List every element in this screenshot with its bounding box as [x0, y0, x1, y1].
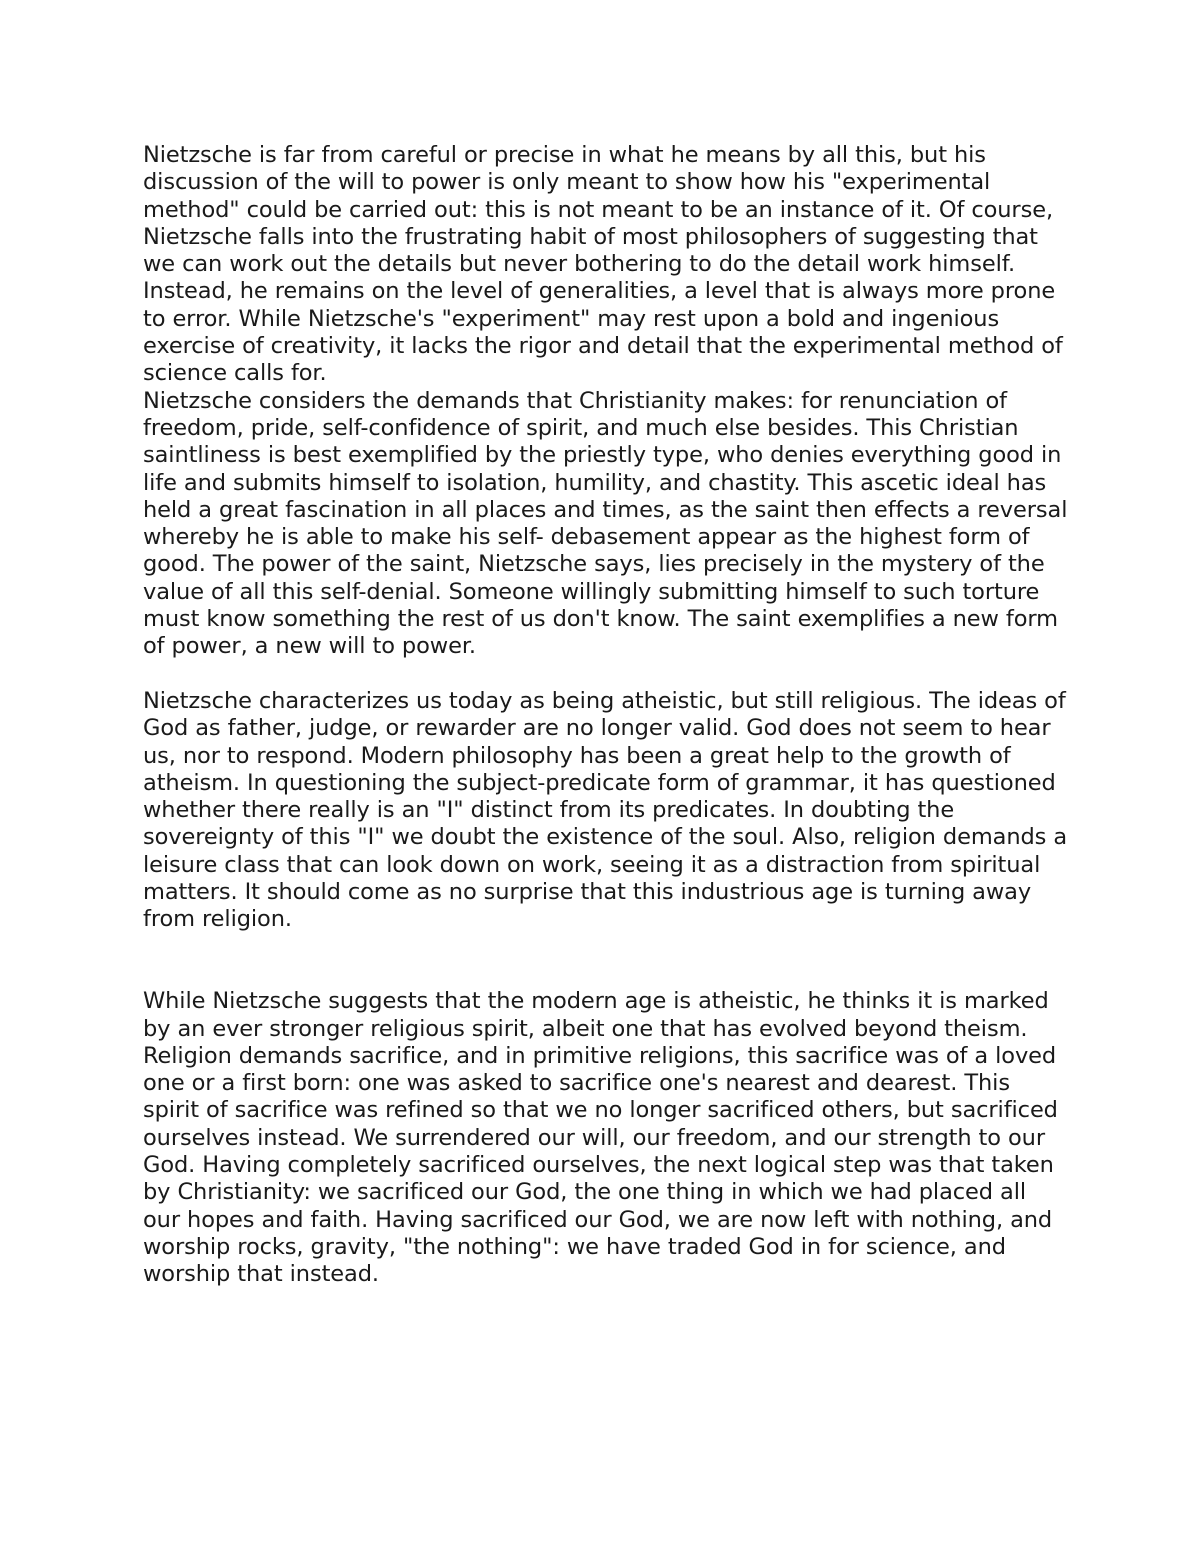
- paragraph-religious-sacrifice: While Nietzsche suggests that the modern age is atheistic, he thinks it is marked by an ever stronger religious spirit, albeit one that has evolved beyond theism. Religion demands sacrifice, and in primitive religions, this sacrifice was of a loved one or a first born: one was asked to sacrifice one's nearest and dearest. This spirit of sacrifice was refined so that we no longer sacrificed others, but sacrificed ourselves instead. We surrendered our will, our freedom, and our strength to our God. Having completely sacrificed ourselves, the next logical step was that taken by Christianity: we sacrificed our God, the one thing in which we had placed all our hopes and faith. Having sacrificed our God, we are now left with nothing, and worship rocks, gravity, "the nothing": we have traded God in for science, and worship that instead.: [143, 988, 1058, 1288]
- paragraph-spacer: [143, 934, 1068, 989]
- paragraph-christian-saintliness: Nietzsche considers the demands that Christianity makes: for renunciation of freedom, pride, self-confidence of spirit, and much else besides. This Christian saintliness is best exemplified by the priestly type, who denies everything good in life and submits himself to isolation, humility, and chastity. This ascetic ideal has held a great fascination in all places and times, as the saint then effects a reversal whereby he is able to make his self- debasement appear as the highest form of good. The power of the saint, Nietzsche says, lies precisely in the mystery of the value of all this self-denial. Someone willingly submitting himself to such torture must know something the rest of us don't know. The saint exemplifies a new form of power, a new will to power.: [143, 387, 1068, 660]
- paragraph-spacer: [143, 661, 1068, 688]
- document-body: [143, 142, 1068, 1288]
- paragraph-experimental-method: Nietzsche is far from careful or precise in what he means by all this, but his discussion of the will to power is only meant to show how his "experimental method" could be carried out: this is not meant to be an instance of it. Of course, Nietzsche falls into the frustrating habit of most philosophers of suggesting that we can work out the details but never bothering to do the detail work himself. Instead, he remains on the level of generalities, a level that is always more prone to error. While Nietzsche's "experiment" may rest upon a bold and ingenious exercise of creativity, it lacks the rigor and detail that the experimental method of science calls for.: [143, 142, 1063, 387]
- paragraph-atheistic-age: Nietzsche characterizes us today as being atheistic, but still religious. The ideas of God as father, judge, or rewarder are no longer valid. God does not seem to hear us, nor to respond. Modern philosophy has been a great help to the growth of atheism. In questioning the subject-predicate form of grammar, it has questioned whether there really is an "I" distinct from its predicates. In doubting the sovereignty of this "I" we doubt the existence of the soul. Also, religion demands a leisure class that can look down on work, seeing it as a distraction from spiritual matters. It should come as no surprise that this industrious age is turning away from religion.: [143, 687, 1068, 933]
